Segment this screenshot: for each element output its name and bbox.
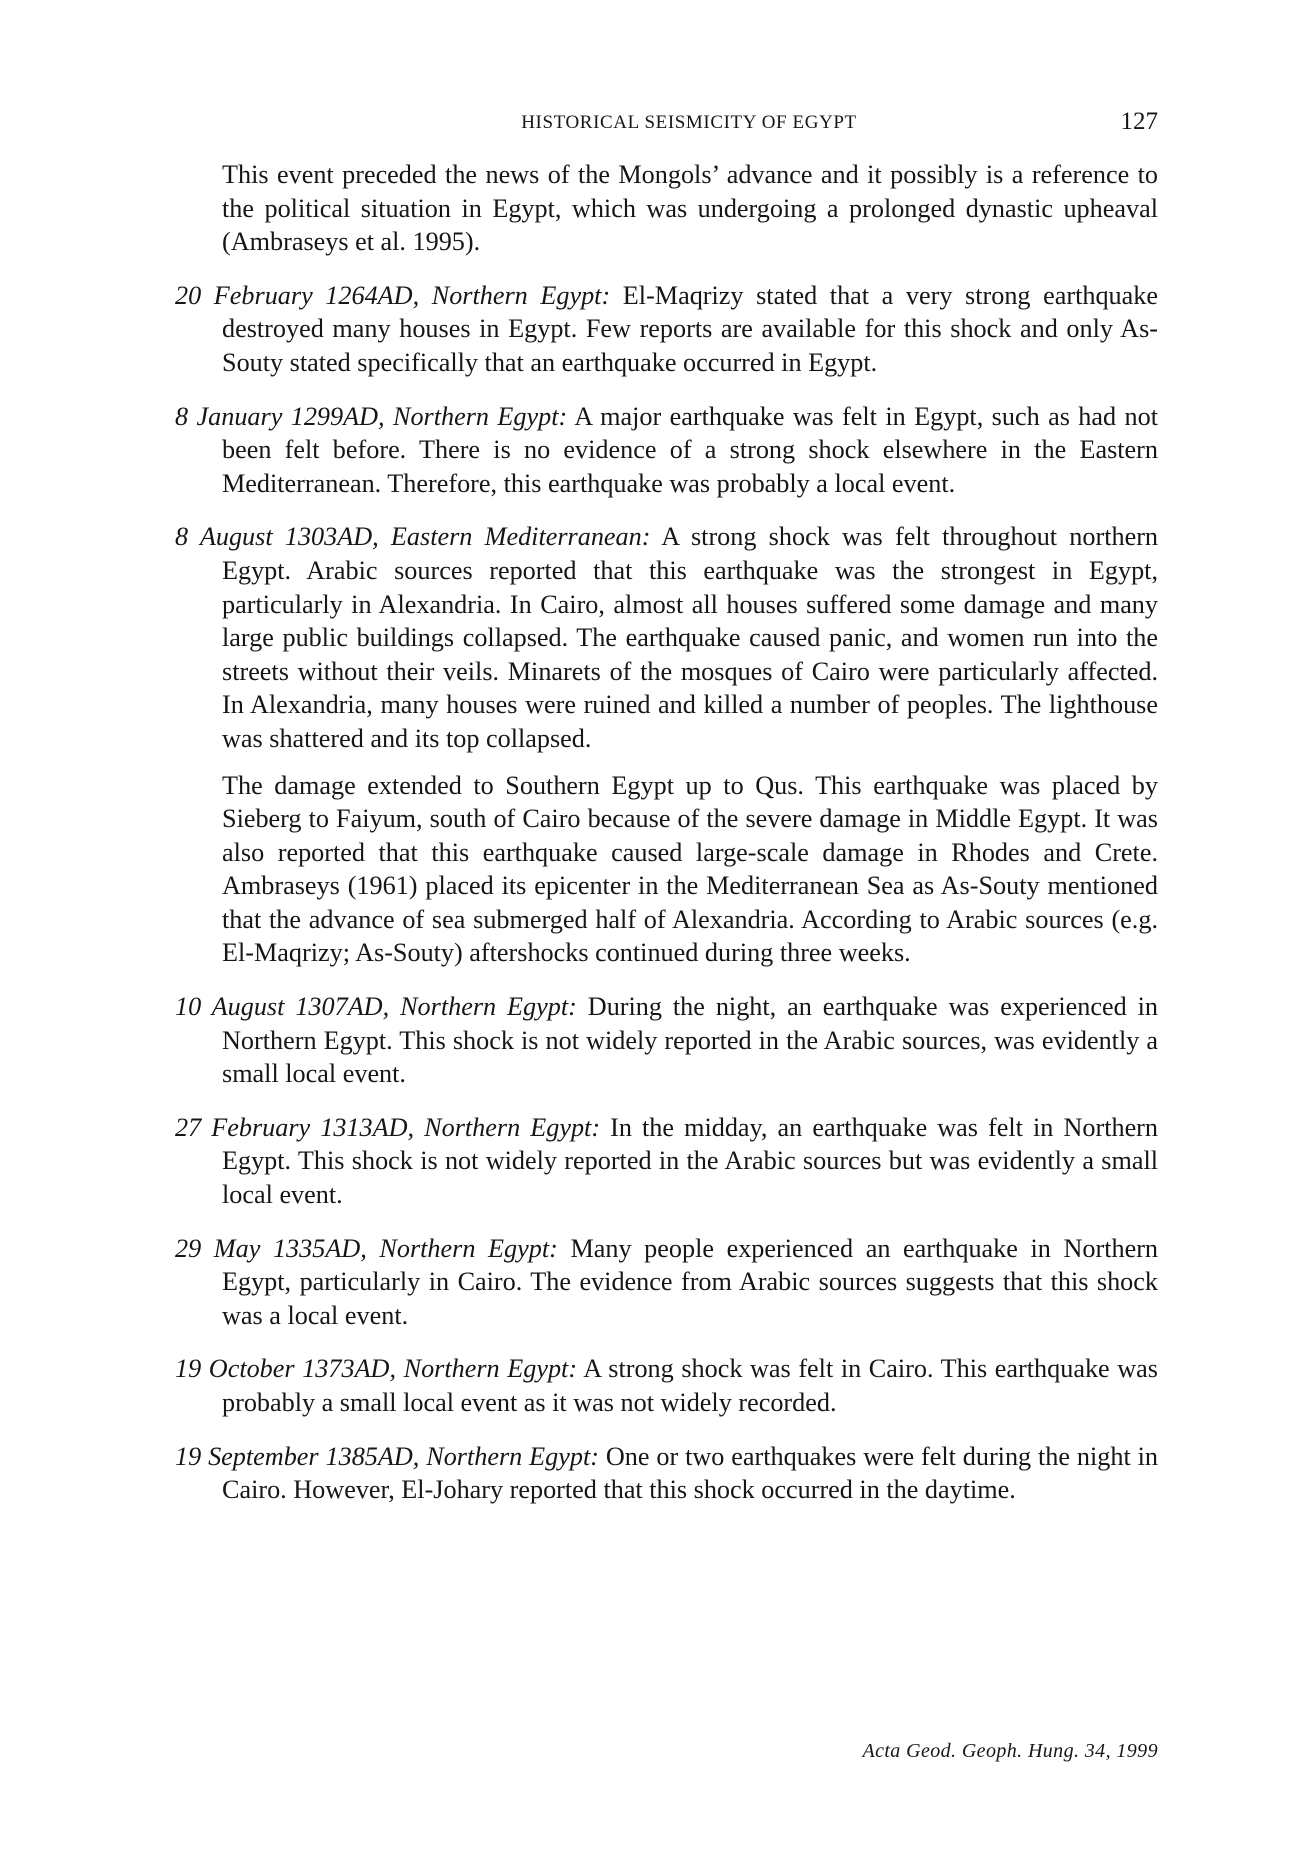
page-number: 127 — [1120, 108, 1158, 135]
entry-1299 — [175, 400, 1158, 501]
entry-1385 — [175, 1440, 1158, 1507]
entry-label: 27 February 1313AD, Northern Egypt: — [175, 1112, 601, 1142]
entry-1335 — [175, 1232, 1158, 1333]
intro-paragraph: This event preceded the news of the Mongols’ advance and it possibly is a reference to the political situation in Egypt, which was undergoing a prolonged dynastic upheaval (Ambraseys et al. 1995). — [222, 160, 1158, 257]
entry-label: 29 May 1335AD, Northern Egypt: — [175, 1233, 558, 1263]
entry-1303 — [175, 520, 1158, 970]
entry-label: 8 August 1303AD, Eastern Mediterranean: — [175, 522, 651, 552]
entry-text: In the midday, an earthquake was felt in Northern Egypt. This shock is not widely reported in the Arabic sources but was evidently a small local event. — [222, 1112, 1159, 1210]
entry-1307 — [175, 990, 1158, 1091]
entry-text: Many people experienced an earthquake in Northern Egypt, particularly in Cairo. The evidence from Arabic sources suggests that this shock was a local event. — [222, 1233, 1159, 1330]
journal-citation: Acta Geod. Geoph. Hung. 34, 1999 — [862, 1740, 1158, 1762]
body-text — [175, 158, 1158, 1527]
entry-text: During the night, an earthquake was experienced in Northern Egypt. This shock is not widely reported in the Arabic sources, was evidently a small local event. — [222, 992, 1159, 1089]
running-head — [220, 108, 1158, 140]
entry-text: One or two earthquakes were felt during the night in Cairo. However, El-Johary reported that this shock occurred in the daytime. — [222, 1441, 1159, 1505]
entry-text: A strong shock was felt in Cairo. This earthquake was probably a small local event as it was not widely recorded. — [222, 1354, 1158, 1417]
entry-label: 19 September 1385AD, Northern Egypt: — [175, 1441, 599, 1471]
entry-text: El-Maqrizy stated that a very strong earthquake destroyed many houses in Egypt. Few reports are available for this shock and only As-Souty stated specifically that an earthquake occurred in Egypt. — [222, 280, 1158, 377]
entry-label: 8 January 1299AD, Northern Egypt: — [175, 401, 568, 431]
entry-1373 — [175, 1352, 1158, 1419]
entry-label: 10 August 1307AD, Northern Egypt: — [175, 992, 577, 1022]
entry-text: A strong shock was felt throughout northern Egypt. Arabic sources reported that this earthquake was the strongest in Egypt, particularly in Alexandria. In Cairo, almost all houses suffered some damage and many large public buildings collapsed. The earthquake caused panic, and women run into the streets without their veils. Minarets of the mosques of Cairo were particularly affected. In Alexandria, many houses were ruined and killed a number of peoples. The lighthouse was shattered and its top collapsed. — [222, 522, 1159, 753]
entry-1264 — [175, 279, 1158, 380]
running-title: HISTORICAL SEISMICITY OF EGYPT — [521, 112, 857, 133]
entry-continuation: The damage extended to Southern Egypt up to Qus. This earthquake was placed by Sieberg to Faiyum, south of Cairo because of the severe damage in Middle Egypt. It was also reported that this earthquake caused large-scale damage in Rhodes and Crete. Ambraseys (1961) placed its epicenter in the Mediterranean Sea as As-Souty mentioned that the advance of sea submerged half of Alexandria. According to Arabic sources (e.g. El-Maqrizy; As-Souty) aftershocks continued during three weeks. — [222, 770, 1158, 968]
entry-label: 20 February 1264AD, Northern Egypt: — [175, 280, 611, 310]
entry-text: A major earthquake was felt in Egypt, such as had not been felt before. There is no evidence of a strong shock elsewhere in the Eastern Mediterranean. Therefore, this earthquake was probably a local event. — [222, 401, 1158, 498]
entry-1313 — [175, 1111, 1158, 1212]
entry-label: 19 October 1373AD, Northern Egypt: — [175, 1354, 578, 1384]
